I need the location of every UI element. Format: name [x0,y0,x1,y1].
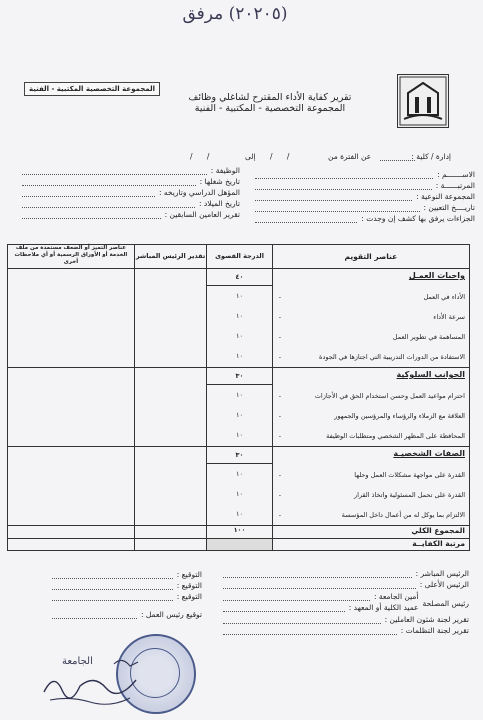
sig-secretary-label: أمين الجامعة : [373,592,419,601]
header-notes: عناصر التميز أو الضعف مستمدة من ملف الخدمة أو الأوراق الرسمية أو أي ملاحظات أخرى [8,245,135,269]
evaluation-table [7,244,470,551]
section-row [8,447,470,526]
left-field-row [22,197,240,208]
left-field-input[interactable] [22,166,207,175]
signatures-left [52,570,202,619]
right-field-row [255,201,475,212]
signature-field-1[interactable] [52,570,173,579]
right-field-label: الجزاءات يرفق بها كشف إن وجدت : [361,214,475,223]
period-admin-label: إدارة / كلية : [411,152,451,161]
signature-label-3: التوقيع : [176,592,202,601]
period-to-date[interactable]: / / [190,152,210,161]
item-max-degree: ١٠ [236,510,244,518]
left-field-row [22,175,240,186]
rank-label: مرتبة الكفايــة [272,539,469,551]
sig-direct-label: الرئيس المباشر : [415,569,469,578]
left-field-row [22,164,240,175]
section-elements-cell [272,269,469,368]
section-degrees-cell [207,447,272,526]
sig-grievance-label: تقرير لجنة التظلمات : [400,626,469,635]
right-field-label: تاريــــخ التعيين : [423,203,475,212]
sig-dept-head-label: رئيس المصلحة [422,598,469,608]
item-text: المحافظة على المظهر الشخصي ومتطلبات الوظيفة [326,432,465,440]
total-row [8,526,470,539]
header-max-degree: الدرجة القصوى [207,245,272,269]
total-notes-cell[interactable] [8,526,135,539]
total-supervisor-cell[interactable] [134,526,206,539]
right-field-row [255,179,475,190]
university-logo-icon [397,74,449,128]
evaluation-item [273,327,469,347]
period-from-date[interactable]: / / [270,152,290,161]
notes-cell[interactable] [8,269,135,368]
evaluation-item [273,287,469,307]
section-total: ٤٠ [207,269,271,286]
item-bullet: - [278,432,282,440]
item-text: القدرة على مواجهة مشكلات العمل وحلها [354,471,465,479]
item-text: الأداء في العمل [423,293,465,301]
item-max-degree: ١٠ [236,332,244,340]
admin-field[interactable] [380,152,415,161]
item-max-degree: ١٠ [236,411,244,419]
sig-direct-field[interactable] [223,569,412,578]
signature-label-1: التوقيع : [176,570,202,579]
item-bullet: - [278,293,282,301]
item-bullet: - [278,392,282,400]
item-bullet: - [278,491,282,499]
right-field-input[interactable] [255,181,432,190]
sig-dean-field[interactable] [223,603,345,612]
evaluation-item [273,505,469,525]
item-max-degree: ١٠ [236,490,244,498]
left-field-input[interactable] [22,177,196,186]
left-fields [22,164,240,219]
item-max-degree: ١٠ [236,391,244,399]
item-text: احترام مواعيد العمل وحسن استخدام الحق في الأجازات [314,392,465,400]
left-field-input[interactable] [22,210,161,219]
total-label: المجموع الكلي [272,526,469,539]
sig-hr-committee-field[interactable] [223,615,381,624]
item-max-degree: ١٠ [236,292,244,300]
right-field-row [255,212,475,223]
right-field-label: المرتبــــــة : [435,181,475,190]
item-max-degree: ١٠ [236,470,244,478]
evaluation-item [273,406,469,426]
header-elements: عناصر التقويم [272,245,469,269]
period-from-label: عن الفترة من [328,152,372,161]
handwritten-signature-text: الجامعة [62,656,93,667]
page-title [170,92,370,114]
title-line-2: المجموعة التخصصية - المكتبية - الفنية [194,103,346,114]
evaluation-item [273,307,469,327]
section-elements-cell [272,447,469,526]
left-field-label: تقرير العامين السابقين : [164,210,240,219]
table-header-row [8,245,470,269]
left-field-label: تاريخ الميلاد : [198,199,240,208]
left-field-row [22,208,240,219]
right-field-label: الاســـــــم : [437,170,475,179]
signatures-right [223,569,469,637]
right-field-label: المجموعة النوعية : [416,192,475,201]
section-title: الصفات الشخصيـة [393,449,465,458]
evaluation-item [273,485,469,505]
item-text: الاستفادة من الدورات التدريبية التي اجتازها في الجودة [319,353,465,361]
section-total: ٣٠ [207,368,271,385]
signature-field-3[interactable] [52,592,173,601]
sig-hr-committee-label: تقرير لجنة شئون العاملين : [384,615,469,624]
rank-row [8,539,470,551]
section-title: واجبات العمـل [408,271,465,280]
section-row [8,368,470,447]
evaluation-item [273,386,469,406]
right-field-input[interactable] [255,214,357,223]
right-field-row [255,168,475,179]
left-field-label: تاريخ شغلها : [199,177,240,186]
signature-label-2: التوقيع : [176,581,202,590]
sig-dean-label: عميد الكلية أو المعهد : [348,603,419,612]
left-field-label: المؤهل الدراسي وتاريخه : [158,188,240,197]
period-to-label: إلى [245,152,256,161]
notes-cell[interactable] [8,368,135,447]
section-degrees-cell [207,368,272,447]
item-max-degree: ١٠ [236,312,244,320]
evaluation-item [273,465,469,485]
item-bullet: - [278,353,282,361]
left-field-label: الوظيفة : [210,166,240,175]
item-bullet: - [278,313,282,321]
supervisor-cell[interactable] [134,269,206,368]
item-text: العلاقة مع الزملاء والرؤساء والمرؤسين والجمهور [334,412,465,420]
rank-supervisor-cell[interactable] [134,539,206,551]
item-bullet: - [278,412,282,420]
supervisor-cell[interactable] [134,447,206,526]
rank-notes-cell[interactable] [8,539,135,551]
group-box: المجموعة التخصصية المكتبية - الفنية [24,82,160,96]
sig-higher-field[interactable] [223,580,416,589]
rank-max-cell [207,539,272,551]
header-supervisor: تقدير الرئيس المباشر [134,245,206,269]
evaluation-item [273,347,469,367]
sig-secretary-field[interactable] [223,592,370,601]
sig-grievance-field[interactable] [223,626,397,635]
section-elements-cell [272,368,469,447]
handwritten-note: (٢٠٢٠٥) مرفق [182,4,288,24]
item-text: المساهمة في تطوير العمل [392,333,465,341]
work-head-signature-field[interactable] [52,610,137,619]
handwritten-signature [40,652,160,708]
item-text: القدرة على تحمل المسئولية واتخاذ القرار [353,491,465,499]
title-line-1: تقرير كفاية الأداء المقترح لشاغلي وظائف [188,92,352,103]
sig-higher-label: الرئيس الأعلى : [419,580,469,589]
item-bullet: - [278,511,282,519]
right-fields [255,168,475,223]
item-text: سرعة الأداء [433,313,465,321]
supervisor-cell[interactable] [134,368,206,447]
item-max-degree: ١٠ [236,431,244,439]
section-title: الجوانب السلوكية [396,370,465,379]
left-field-input[interactable] [22,199,195,208]
right-field-input[interactable] [255,170,433,179]
right-field-input[interactable] [255,192,412,201]
right-field-row [255,190,475,201]
notes-cell[interactable] [8,447,135,526]
evaluation-item [273,426,469,446]
item-bullet: - [278,333,282,341]
total-value: ١٠٠ [207,526,272,539]
item-text: الالتزام بما يوكل له من أعمال داخل المؤسسة [341,511,465,519]
left-field-row [22,186,240,197]
work-head-signature-label: توقيع رئيس العمل : [140,610,202,619]
right-field-input[interactable] [255,203,420,212]
left-field-input[interactable] [22,188,155,197]
item-bullet: - [278,471,282,479]
section-total: ٣٠ [207,447,271,464]
section-degrees-cell [207,269,272,368]
signature-field-2[interactable] [52,581,173,590]
section-row [8,269,470,368]
item-max-degree: ١٠ [236,352,244,360]
